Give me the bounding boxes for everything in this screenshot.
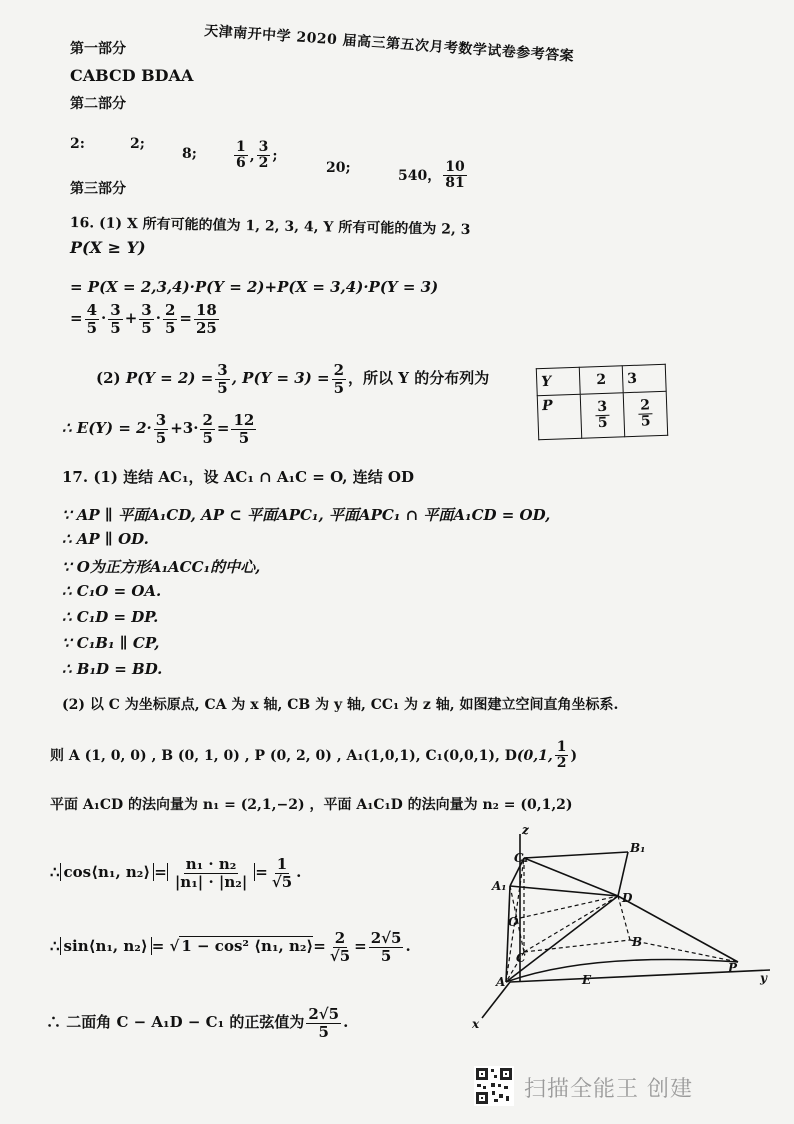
label-b: B — [632, 935, 643, 949]
fraction: $\frac{10}{81}$ — [445, 159, 465, 192]
fraction: $\frac{1}{√5}$ — [271, 855, 293, 891]
q16-part1-line4: = $\frac{4}{5}$ · $\frac{3}{5}$ + $\frac{3}{5}$ · $\frac{2}{5}$ = $\frac{18}{25}$ — [70, 301, 217, 337]
fraction: $\frac{3}{5}$ — [141, 301, 152, 337]
q17-part1-line1: 17. (1) 连结 AC₁，设 AC₁ ∩ A₁C = O, 连结 OD — [62, 468, 415, 486]
table-cell: P — [537, 394, 582, 439]
part2-answer-6: 540， $\frac{10}{81}$ — [398, 159, 465, 192]
fraction: $\frac{2√5}{5}$ — [308, 1005, 340, 1041]
fraction: $\frac{2}{5}$ — [164, 301, 176, 337]
q17-part2-final: ∴ 二面角 C − A₁D − C₁ 的正弦值为 $\frac{2√5}{5}$ . — [46, 1005, 349, 1041]
fraction: $\frac{1}{6}$ — [236, 139, 246, 172]
page-title: 天津南开中学 2020 届高三第五次月考数学试卷参考答案 — [203, 22, 575, 65]
part2-heading: 第二部分 — [70, 96, 126, 112]
edge-a-p — [506, 960, 738, 983]
label-e: E — [582, 973, 592, 987]
part2-answer-3: 8; — [182, 146, 197, 162]
table-cell — [623, 391, 668, 436]
geometry-diagram — [470, 822, 770, 1032]
q17-part1-line8: ∴ B₁D = BD. — [62, 660, 163, 678]
label-c1: C₁ — [514, 851, 529, 865]
q17-part1-line3: ∴ AP ∥ OD. — [62, 530, 149, 548]
part2-answer-2: 2; — [130, 136, 145, 152]
part2-answer-1: 2: — [70, 136, 85, 152]
edge-c-d — [524, 896, 618, 952]
label-a: A — [496, 975, 506, 989]
label-y: y — [760, 971, 767, 985]
part3-heading: 第三部分 — [70, 181, 126, 197]
part2-answer-5: 20; — [326, 160, 351, 176]
edge-b1-d — [618, 852, 628, 896]
q17-part2-cos: ∴ cos⟨n₁, n₂⟩ = $\frac{\text{n₁ · n₂}}{\text{|n₁| · |n₂|}}$ = $\frac{1}{√5}$ . — [50, 855, 302, 891]
fraction: $\frac{2}{5}$ — [639, 396, 651, 430]
q17-part1-line2: ∵ AP ∥ 平面A₁CD, AP ⊂ 平面APC₁, 平面APC₁ ∩ 平面A₁CD = OD, — [62, 506, 551, 524]
q17-part1-line7: ∵ C₁B₁ ∥ CP, — [62, 634, 160, 652]
fraction: $\frac{2√5}{5}$ — [370, 929, 402, 965]
q16-part2-expectation: ∴ E(Y) = 2· $\frac{3}{5}$ +3· $\frac{2}{5}$ = $\frac{12}{5}$ — [62, 411, 255, 447]
label-a1: A₁ — [492, 879, 507, 893]
fraction: $\frac{18}{25}$ — [195, 301, 217, 337]
label-c: C — [516, 951, 526, 965]
fraction: $\frac{2}{5}$ — [202, 411, 213, 447]
edge-c-b — [524, 940, 630, 952]
fraction: $\frac{3}{5}$ — [155, 411, 167, 447]
table-cell: Y — [536, 367, 580, 395]
table-cell — [580, 393, 625, 438]
edge-a1-d — [510, 886, 618, 896]
table-row — [537, 391, 667, 439]
label-p: P — [728, 961, 738, 975]
edge-b-p — [630, 940, 738, 962]
part1-answers: CABCD BDAA — [70, 66, 194, 85]
edge-c1-d — [524, 858, 618, 896]
fraction: $\frac{2}{5}$ — [333, 361, 345, 397]
q16-part1-line1: 16. (1) X 所有可能的值为 1, 2, 3, 4, Y 所有可能的值为 2, 3 — [69, 214, 471, 238]
fraction: $\frac{3}{2}$ — [258, 139, 269, 172]
q16-part1-line2: P(X ≥ Y) — [70, 238, 146, 257]
part2-answer-4: $\frac{1}{6}$ , $\frac{3}{2}$ ; — [236, 139, 278, 172]
label-x: x — [472, 1017, 480, 1031]
edge-d-p — [618, 896, 738, 962]
table-cell: 3 — [622, 364, 666, 392]
table-cell: 2 — [579, 366, 623, 394]
qr-code-icon — [474, 1066, 514, 1106]
q17-part1-line4: ∵ O为正方形A₁ACC₁的中心, — [62, 558, 261, 576]
q16-part1-line3: = P(X = 2,3,4)·P(Y = 2)+P(X = 3,4)·P(Y = 3) — [70, 278, 439, 296]
part1-heading: 第一部分 — [70, 41, 126, 57]
q17-part2-sin: ∴ sin⟨n₁, n₂⟩ = √ 1 − cos² ⟨n₁, n₂⟩= $\frac{2}{√5}$ = $\frac{2√5}{5}$ . — [50, 929, 411, 965]
edge-c1-b1 — [524, 852, 628, 858]
label-d: D — [622, 891, 633, 905]
fraction: $\frac{2}{√5}$ — [329, 929, 351, 965]
distribution-table — [536, 364, 668, 440]
fraction: $\frac{3}{5}$ — [110, 301, 121, 337]
label-b1: B₁ — [630, 841, 646, 855]
fraction: $\frac{\text{n₁ · n₂}}{\text{|n₁| · |n₂|}}$ — [174, 855, 248, 891]
fraction: $\frac{1}{2}$ — [556, 739, 567, 772]
fraction: $\frac{12}{5}$ — [233, 411, 255, 447]
q17-part2-line3: 平面 A₁CD 的法向量为 n₁ = (2,1,−2) ，平面 A₁C₁D 的法向量为 n₂ = (0,1,2) — [50, 797, 573, 813]
q17-part1-line5: ∴ C₁O = OA. — [62, 582, 162, 600]
q17-part2-line2: 则 A (1, 0, 0) , B (0, 1, 0) , P (0, 2, 0) , A₁(1,0,1), C₁(0,0,1), D(0,1, $\frac{1}{2}$ ) — [50, 739, 578, 772]
fraction: $\frac{3}{5}$ — [217, 361, 228, 397]
q17-part1-line6: ∴ C₁D = DP. — [62, 608, 159, 626]
fraction: $\frac{4}{5}$ — [86, 301, 98, 337]
q17-part2-line1: (2) 以 C 为坐标原点, CA 为 x 轴, CB 为 y 轴, CC₁ 为 z 轴, 如图建立空间直角坐标系. — [62, 697, 619, 713]
q16-part2-line1: (2) P(Y = 2) = $\frac{3}{5}$ , P(Y = 3) = $\frac{2}{5}$ ，所以 Y 的分布列为 — [96, 361, 490, 397]
scanner-brand-label: 扫描全能王 创建 — [524, 1077, 693, 1102]
fraction: $\frac{3}{5}$ — [597, 398, 608, 432]
label-z: z — [522, 823, 529, 837]
label-o: O — [508, 915, 519, 929]
